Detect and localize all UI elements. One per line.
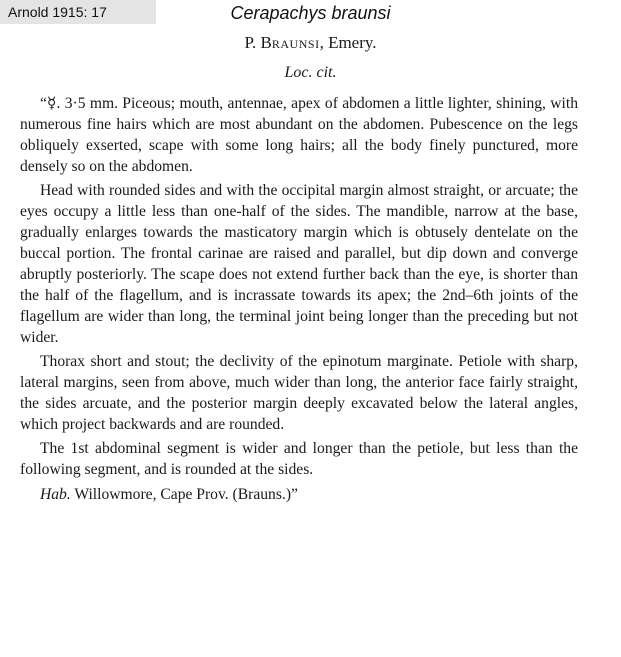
paragraph-thorax: Thorax short and stout; the declivity of the epinotum marginate. Petiole with sharp, lateral margins, seen from above, much wider than long, the anterior face fairly straight, the sides arcuate, and the posterior margin deeply excavated below the lateral angles, which project backwards and are rounded. [20, 353, 578, 433]
habitat-text: Willowmore, Cape Prov. (Brauns.)” [70, 486, 298, 503]
heading-smallcaps: raunsi [271, 33, 320, 52]
paragraph-worker-description: “☿. 3·5 mm. Piceous; mouth, antennae, apex of abdomen a little lighter, shining, with numerous fine hairs which are most abundant on the abdomen. Pubescence on the legs obliquely exserted, scape with some long hairs; all the body finely punctured, more densely so on the abdomen. [20, 95, 578, 175]
paragraph-abdomen: The 1st abdominal segment is wider and longer than the petiole, but less than the following segment, and is rounded at the sides. [20, 440, 578, 478]
paragraph-head: Head with rounded sides and with the occipital margin almost straight, or arcuate; the eyes occupy a little less than one-half of the sides. The mandible, narrow at the base, gradually enlarges towards the masticatory margin which is obtusely dentelate on the buccal portion. The frontal carinae are raised and parallel, but dip down and converge abruptly posteriorly. The scape does not extend further back than the eye, is shorter than the half of the flagellum, and is incrassate towards its apex; the 2nd–6th joints of the flagellum are wider than long, the terminal joint being longer than the preceding but not wider. [20, 182, 578, 346]
species-heading [0, 33, 621, 53]
habitat-label: Hab. [40, 486, 71, 503]
heading-prefix: P. B [244, 33, 272, 52]
loc-cit: Loc. cit. [284, 64, 337, 81]
habitat-line [20, 484, 578, 505]
heading-suffix: , Emery. [319, 33, 377, 52]
description-body [20, 93, 578, 505]
header-bar [0, 0, 621, 26]
species-name: Cerapachys braunsi [230, 3, 391, 23]
citation-label: Arnold 1915: 17 [0, 0, 156, 24]
